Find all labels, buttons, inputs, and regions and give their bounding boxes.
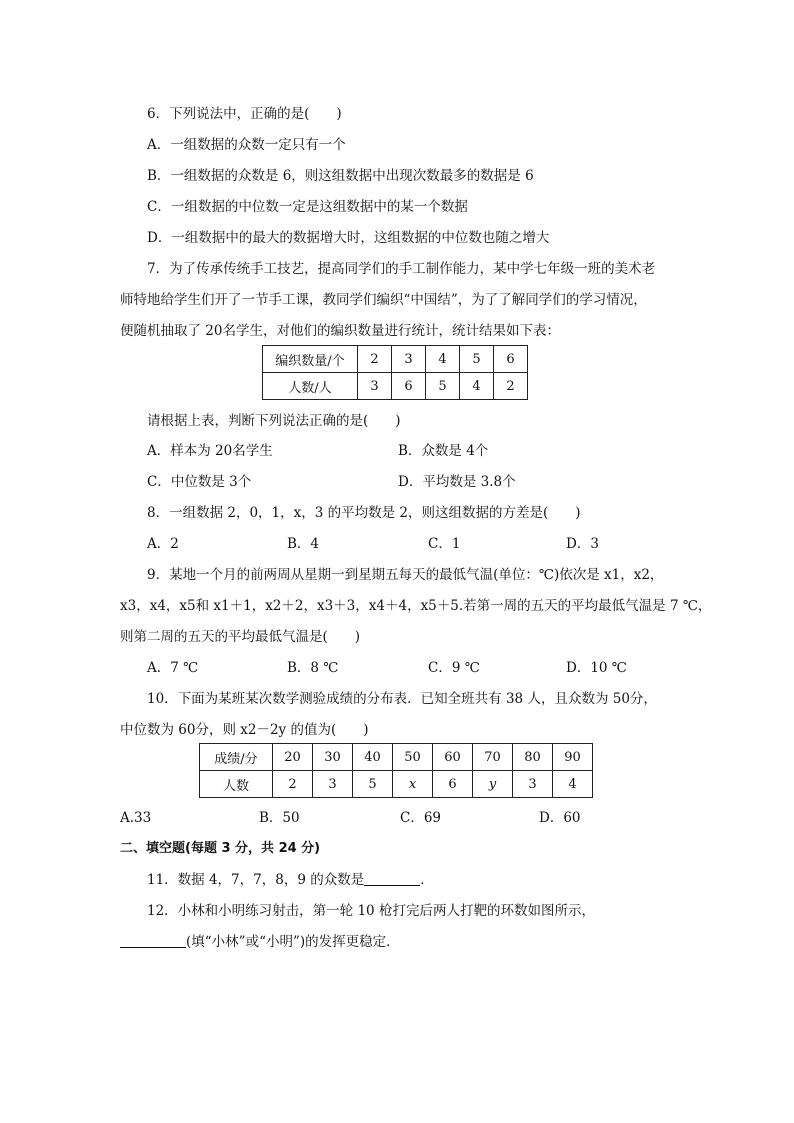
q10-cell: 60 [433,744,473,771]
q10-cell: 90 [553,744,593,771]
q7-cell: 2 [358,346,392,373]
q7-cell: 编织数量/个 [263,346,358,373]
q12-line-2 [120,933,400,951]
q9-line-2: x3，x4，x5和 x1＋1，x2＋2，x3＋3，x4＋4，x5＋5.若第一周的五天的平均最低气温是 7 ℃， [120,598,712,614]
q10-cell: 40 [353,744,393,771]
q8-option-c: C．1 [428,536,461,552]
q10-cell: 2 [273,771,313,798]
q12-text: (填“小林”或“小明”)的发挥更稳定． [186,934,400,950]
q6-option-a: A．一组数据的众数一定只有一个 [147,137,346,153]
q7-option-a: A．样本为 20名学生 [147,443,273,459]
q10-cell: 人数 [200,771,273,798]
q7-line-1: 7．为了传承传统手工技艺，提高同学们的手工制作能力，某中学七年级一班的美术老 [147,261,656,277]
q8-option-b: B．4 [287,536,320,552]
q9-option-b: B．8 ℃ [287,660,339,676]
q10-option-a: A.33 [120,810,152,826]
q10-cell: 70 [473,744,513,771]
q7-cell: 5 [460,346,494,373]
q7-cell: 6 [494,346,528,373]
q6-option-c: C．一组数据的中位数一定是这组数据中的某一个数据 [147,199,468,215]
q11-end: ． [420,872,434,888]
q6-stem: 6．下列说法中，正确的是( ) [147,106,342,122]
q10-option-d: D．60 [539,810,581,826]
q10-table-row-score [200,744,593,771]
q12-line-1: 12．小林和小明练习射击，第一轮 10 枪打完后两人打靶的环数如图所示， [147,903,595,919]
q7-cell: 6 [392,373,426,400]
q7-table [262,345,528,400]
section-2-heading: 二、填空题(每题 3 分，共 24 分) [120,841,321,856]
q10-cell: 6 [433,771,473,798]
q10-line-1: 10．下面为某班某次数学测验成绩的分布表．已知全班共有 38 人，且众数为 50分， [147,691,657,707]
q7-line-2: 师特地给学生们开了一节手工课，教同学们编织“中国结”，为了了解同学们的学习情况， [120,292,647,308]
q7-cell: 4 [426,346,460,373]
q10-cell: 20 [273,744,313,771]
q10-option-b: B．50 [259,810,300,826]
q10-cell: 3 [313,771,353,798]
q10-cell: 50 [393,744,433,771]
q7-cell: 人数/人 [263,373,358,400]
q10-cell: x [393,771,433,798]
q8-option-a: A．2 [147,536,179,552]
q10-cell: 3 [513,771,553,798]
q10-cell: 30 [313,744,353,771]
q7-option-d: D．平均数是 3.8个 [398,474,516,490]
q9-line-1: 9．某地一个月的前两周从星期一到星期五每天的最低气温(单位：℃)依次是 x1，x2， [147,567,664,583]
q11-answer-blank [364,873,420,886]
q12-answer-blank [120,935,186,948]
q7-table-row-header [263,346,528,373]
q10-option-c: C．69 [400,810,442,826]
q10-cell: 4 [553,771,593,798]
q7-cell: 2 [494,373,528,400]
q8-stem: 8．一组数据 2，0，1，x，3 的平均数是 2，则这组数据的方差是( ) [147,505,581,521]
q10-cell: 成绩/分 [200,744,273,771]
q7-option-b: B．众数是 4个 [398,443,489,459]
q10-line-2: 中位数为 60分，则 x2－2y 的值为( ) [120,722,369,738]
q10-cell: 5 [353,771,393,798]
q10-cell: 80 [513,744,553,771]
q11-text: 11．数据 4，7，7，8，9 的众数是 [147,872,365,888]
q8-option-d: D．3 [566,536,599,552]
q7-cell: 4 [460,373,494,400]
q7-table-row-count [263,373,528,400]
q7-option-c: C．中位数是 3个 [147,474,252,490]
q10-cell: y [473,771,513,798]
q7-cell: 5 [426,373,460,400]
q9-option-c: C．9 ℃ [428,660,480,676]
q7-line-3: 便随机抽取了 20名学生，对他们的编织数量进行统计，统计结果如下表： [120,323,560,339]
q9-option-d: D．10 ℃ [566,660,627,676]
q7-cell: 3 [392,346,426,373]
q10-table [199,743,593,798]
q9-line-3: 则第二周的五天的平均最低气温是( ) [120,629,361,645]
q10-table-row-count [200,771,593,798]
q6-option-b: B．一组数据的众数是 6，则这组数据中出现次数最多的数据是 6 [147,168,534,184]
q11-line [147,871,434,889]
q9-option-a: A．7 ℃ [147,660,199,676]
q7-cell: 3 [358,373,392,400]
q7-prompt: 请根据上表，判断下列说法正确的是( ) [147,413,401,429]
q6-option-d: D．一组数据中的最大的数据增大时，这组数据的中位数也随之增大 [147,230,550,246]
